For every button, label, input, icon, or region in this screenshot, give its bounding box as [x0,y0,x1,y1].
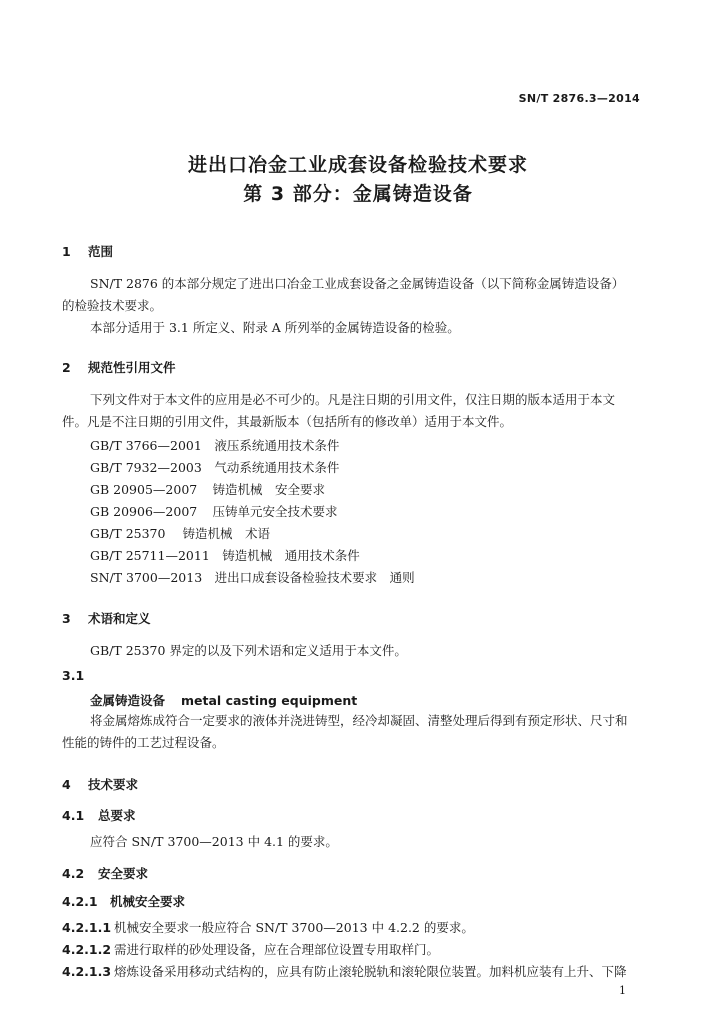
reference-code: GB/T 3766—2001 [90,438,202,453]
clause-text: 机械安全要求一般应符合 SN/T 3700—2013 中 4.2.2 的要求。 [114,920,474,935]
section-title: 技术要求 [88,777,139,792]
term-chinese: 金属铸造设备 [90,693,166,708]
section-1-heading [62,242,113,260]
reference-code: GB/T 25711—2011 [90,548,210,563]
paragraph: 应符合 SN/T 3700—2013 中 4.1 的要求。 [90,834,338,849]
section-2-heading [62,358,176,376]
page-number: 1 [619,984,626,997]
paragraph: 下列文件对于本文件的应用是必不可少的。凡是注日期的引用文件，仅注日期的版本适用于本文 [90,392,616,407]
reference-item [90,436,339,454]
term-english: metal casting equipment [181,693,358,708]
section-title: 规范性引用文件 [88,360,176,375]
clause-item [62,918,474,936]
section-number: 4 [62,777,71,792]
subsection-title: 安全要求 [98,866,149,881]
document-title: 进出口冶金工业成套设备检验技术要求 [187,154,528,176]
subsection-4-2-heading [62,864,148,882]
reference-code: SN/T 3700—2013 [90,570,203,585]
subsection-title: 机械安全要求 [110,894,186,909]
reference-title: 铸造机械 术语 [182,526,271,541]
term-entry [90,691,357,709]
clause-text: 需进行取样的砂处理设备，应在合理部位设置专用取样门。 [114,942,440,957]
reference-code: GB/T 25370 [90,526,166,541]
reference-item [90,458,339,476]
reference-item [90,546,360,564]
subsection-number: 4.2 [62,866,85,881]
subsection-4-1-heading [62,806,136,824]
standard-code: SN/T 2876.3—2014 [518,92,640,105]
paragraph: GB/T 25370 界定的以及下列术语和定义适用于本文件。 [90,643,407,658]
section-number: 3 [62,611,71,626]
clause-number: 4.2.1.1 [62,920,112,935]
paragraph: 本部分适用于 3.1 所定义、附录 A 所列举的金属铸造设备的检验。 [90,320,460,335]
clause-item [62,940,439,958]
section-4-heading [62,775,138,793]
section-number: 2 [62,360,71,375]
clause-item [62,962,627,980]
subsection-number: 4.2.1 [62,894,98,909]
reference-title: 液压系统通用技术条件 [214,438,340,453]
reference-code: GB 20905—2007 [90,482,198,497]
document-subtitle: 第 3 部分：金属铸造设备 [243,183,473,205]
clause-text: 熔炼设备采用移动式结构的，应具有防止滚轮脱轨和滚轮限位装置。加料机应装有上升、下降 [114,964,627,979]
section-title: 范围 [88,244,114,259]
paragraph: SN/T 2876 的本部分规定了进出口冶金工业成套设备之金属铸造设备（以下简称金属铸造设备） [90,276,625,291]
reference-item [90,502,338,520]
term-definition: 性能的铸件的工艺过程设备。 [62,735,225,750]
clause-number: 4.2.1.3 [62,964,112,979]
reference-code: GB/T 7932—2003 [90,460,202,475]
reference-title: 铸造机械 安全要求 [212,482,326,497]
reference-item [90,480,325,498]
subsection-number: 4.1 [62,808,85,823]
subsection-title: 总要求 [98,808,136,823]
section-number: 1 [62,244,71,259]
reference-title: 进出口成套设备检验技术要求 通则 [214,570,415,585]
subsection-4-2-1-heading [62,892,185,910]
reference-code: GB 20906—2007 [90,504,198,519]
paragraph: 的检验技术要求。 [62,298,163,313]
term-number: 3.1 [62,668,85,683]
reference-title: 压铸单元安全技术要求 [212,504,338,519]
section-title: 术语和定义 [88,611,151,626]
clause-number: 4.2.1.2 [62,942,112,957]
paragraph: 件。凡是不注日期的引用文件，其最新版本（包括所有的修改单）适用于本文件。 [62,414,513,429]
reference-title: 气动系统通用技术条件 [214,460,340,475]
reference-item [90,568,415,586]
reference-title: 铸造机械 通用技术条件 [222,548,360,563]
section-3-heading [62,609,151,627]
term-definition: 将金属熔炼成符合一定要求的液体并浇进铸型，经冷却凝固、清整处理后得到有预定形状、尺寸和 [90,713,628,728]
reference-item [90,524,270,542]
